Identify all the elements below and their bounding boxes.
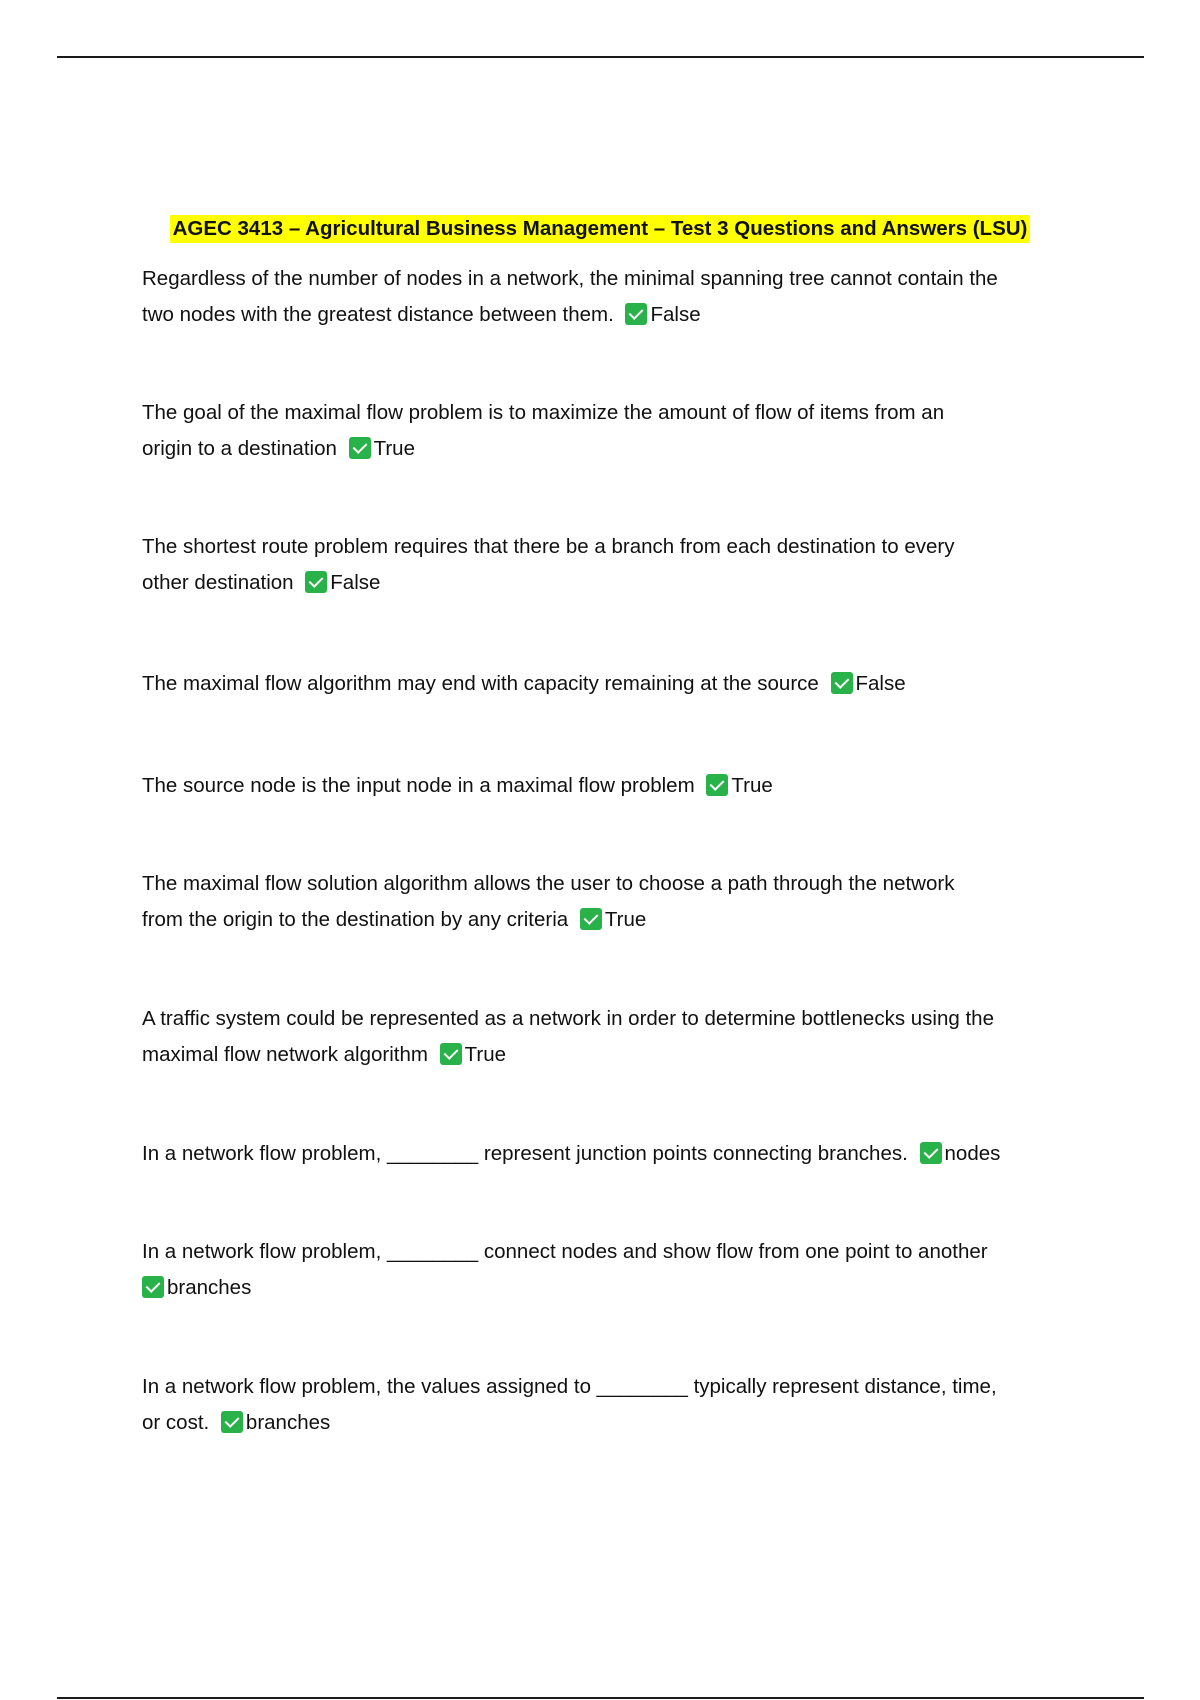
qa-item-7 — [142, 1001, 1082, 1073]
question-text: In a network flow problem, ________ connect nodes and show flow from one point to another — [142, 1240, 988, 1263]
check-mark-icon — [625, 303, 647, 325]
check-mark-icon — [305, 571, 327, 593]
check-mark-icon — [221, 1411, 243, 1433]
document-title: AGEC 3413 – Agricultural Business Management – Test 3 Questions and Answers (LSU) — [170, 215, 1031, 243]
qa-item-4 — [142, 666, 1082, 702]
check-mark-icon — [349, 437, 371, 459]
check-mark-icon — [831, 672, 853, 694]
qa-item-10 — [142, 1369, 1082, 1441]
check-mark-icon — [706, 774, 728, 796]
answer-text: True — [464, 1043, 507, 1066]
question-text-cont: origin to a destination — [142, 437, 337, 460]
question-text: A traffic system could be represented as a network in order to determine bottlenecks using the — [142, 1007, 994, 1030]
question-text-cont: from the origin to the destination by any criteria — [142, 908, 569, 931]
question-text: In a network flow problem, the values assigned to ________ typically represent distance, time, — [142, 1375, 997, 1398]
answer-text: nodes — [944, 1142, 1001, 1165]
qa-item-2 — [142, 395, 1082, 467]
footer-rule — [57, 1697, 1144, 1699]
question-text-cont: other destination — [142, 571, 294, 594]
question-text-cont: two nodes with the greatest distance between them. — [142, 303, 614, 326]
question-text: Regardless of the number of nodes in a network, the minimal spanning tree cannot contain the — [142, 267, 998, 290]
qa-item-8 — [142, 1136, 1122, 1172]
question-text: The shortest route problem requires that there be a branch from each destination to every — [142, 535, 955, 558]
qa-item-9 — [142, 1234, 1082, 1306]
qa-item-5 — [142, 768, 1082, 804]
answer-text: True — [373, 437, 415, 460]
answer-text: branches — [167, 1276, 252, 1299]
qa-item-1 — [142, 261, 1082, 333]
answer-text: True — [604, 908, 647, 931]
check-mark-icon — [440, 1043, 462, 1065]
qa-item-6 — [142, 866, 1082, 938]
question-text: The maximal flow algorithm may end with capacity remaining at the source — [142, 672, 819, 695]
header-rule — [57, 56, 1144, 58]
question-text: The maximal flow solution algorithm allows the user to choose a path through the network — [142, 872, 955, 895]
check-mark-icon — [920, 1142, 942, 1164]
answer-text: False — [855, 672, 906, 695]
check-mark-icon — [142, 1276, 164, 1298]
question-text-cont: or cost. — [142, 1411, 210, 1434]
check-mark-icon — [580, 908, 602, 930]
question-text: The goal of the maximal flow problem is to maximize the amount of flow of items from an — [142, 401, 945, 424]
question-text: In a network flow problem, ________ represent junction points connecting branches. — [142, 1142, 908, 1165]
answer-text: True — [731, 774, 773, 797]
question-text-cont: maximal flow network algorithm — [142, 1043, 428, 1066]
answer-text: False — [330, 571, 381, 594]
title-container — [0, 215, 1200, 243]
question-text: The source node is the input node in a maximal flow problem — [142, 774, 695, 797]
answer-text: branches — [245, 1411, 331, 1434]
answer-text: False — [650, 303, 701, 326]
qa-item-3 — [142, 529, 1082, 601]
